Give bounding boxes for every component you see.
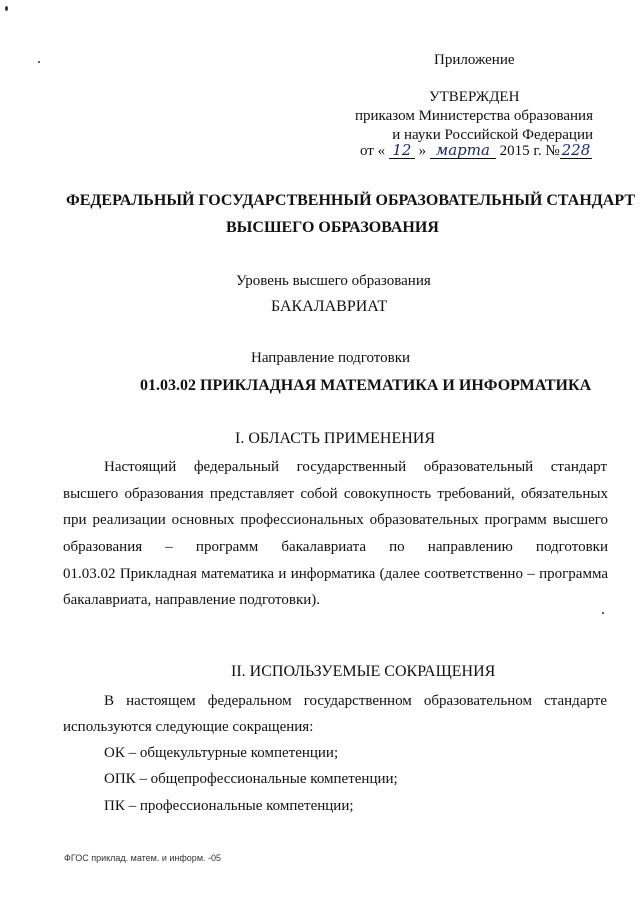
section-1-line: 01.03.02 Прикладная математика и информатика (далее соответственно – программа (63, 566, 608, 582)
scan-speck (5, 6, 8, 11)
direction-value: 01.03.02 ПРИКЛАДНАЯ МАТЕМАТИКА И ИНФОРМАТИКА (140, 377, 592, 394)
section-1-line: высшего образования представляет собой совокупность требований, обязательных (63, 486, 608, 502)
direction-label: Направление подготовки (251, 350, 411, 366)
scan-speck (38, 61, 40, 63)
approved-label: УТВЕРЖДЕН (429, 89, 520, 105)
order-date-line (360, 142, 592, 160)
scan-speck (602, 612, 604, 614)
footer-text: ФГОС приклад. матем. и информ. -05 (64, 853, 222, 863)
order-line-2: и науки Российской Федерации (392, 127, 593, 143)
approval-order-block (355, 107, 593, 145)
appendix-label: Приложение (434, 52, 515, 68)
document-title-line-1: ФЕДЕРАЛЬНЫЙ ГОСУДАРСТВЕННЫЙ ОБРАЗОВАТЕЛЬНЫЙ СТАНДАРТ (66, 192, 635, 209)
abbreviation-item: ОК – общекультурные компетенции; (104, 745, 339, 761)
document-title-line-2: ВЫСШЕГО ОБРАЗОВАНИЯ (226, 219, 439, 236)
abbreviation-item: ПК – профессиональные компетенции; (104, 798, 354, 814)
date-day-handwritten: 12 (389, 142, 415, 159)
section-1-line: Настоящий федеральный государственный образовательный стандарт (104, 459, 607, 475)
section-1-line: при реализации основных профессиональных образовательных программ высшего (63, 512, 608, 528)
section-1-heading: I. ОБЛАСТЬ ПРИМЕНЕНИЯ (235, 430, 436, 447)
date-prefix: от « (360, 143, 386, 159)
order-line-1: приказом Министерства образования (355, 108, 593, 124)
date-month-handwritten: марта (430, 142, 496, 159)
abbreviation-item: ОПК – общепрофессиональные компетенции; (104, 771, 398, 787)
order-number-handwritten: 228 (561, 141, 591, 159)
date-year-number: 2015 г. № (499, 143, 560, 159)
section-1-line: образования – программ бакалавриата по направлению подготовки (63, 539, 608, 555)
section-1-line: бакалавриата, направление подготовки). (63, 592, 321, 608)
section-2-intro-line: В настоящем федеральном государственном образовательном стандарте (104, 693, 607, 709)
level-label: Уровень высшего образования (236, 273, 431, 289)
date-quote-close: » (418, 143, 427, 159)
level-value: БАКАЛАВРИАТ (271, 298, 388, 315)
section-2-heading: II. ИСПОЛЬЗУЕМЫЕ СОКРАЩЕНИЯ (231, 663, 496, 680)
section-2-intro-line: используются следующие сокращения: (63, 719, 314, 735)
